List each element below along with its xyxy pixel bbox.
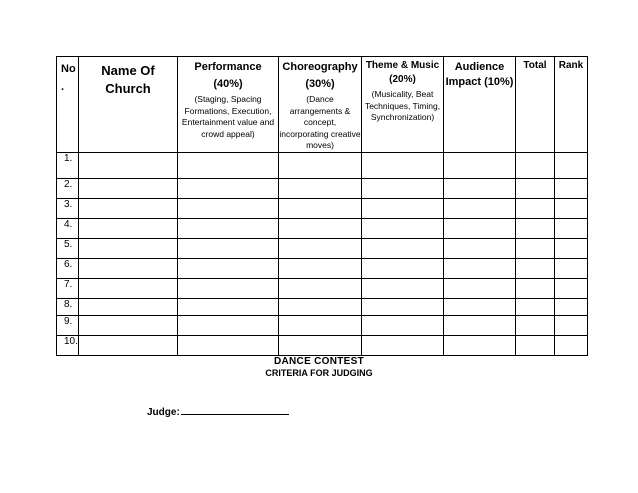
rank-cell[interactable] [555, 335, 588, 355]
table-row [57, 218, 588, 238]
church-cell[interactable] [79, 335, 178, 355]
church-cell[interactable] [79, 178, 178, 198]
church-cell[interactable] [79, 238, 178, 258]
church-cell[interactable] [79, 278, 178, 298]
score-cell[interactable] [362, 152, 444, 178]
total-cell[interactable] [516, 198, 555, 218]
table-row [57, 178, 588, 198]
score-cell[interactable] [444, 178, 516, 198]
total-cell[interactable] [516, 178, 555, 198]
judging-table [56, 56, 588, 356]
score-cell[interactable] [444, 315, 516, 335]
church-cell[interactable] [79, 258, 178, 278]
score-cell[interactable] [444, 278, 516, 298]
score-cell[interactable] [362, 258, 444, 278]
rank-cell[interactable] [555, 238, 588, 258]
judge-label: Judge: [147, 407, 180, 418]
judge-signature-line[interactable] [181, 405, 289, 415]
church-cell[interactable] [79, 218, 178, 238]
score-cell[interactable] [279, 238, 362, 258]
score-cell[interactable] [362, 238, 444, 258]
church-cell[interactable] [79, 152, 178, 178]
table-row [57, 152, 588, 178]
score-cell[interactable] [279, 335, 362, 355]
rank-cell[interactable] [555, 258, 588, 278]
score-cell[interactable] [444, 198, 516, 218]
rank-cell[interactable] [555, 178, 588, 198]
score-cell[interactable] [279, 298, 362, 315]
performance-detail: (Staging, Spacing Formations, Execution, Entertainment value and crowd appeal) [181, 94, 275, 139]
total-cell[interactable] [516, 218, 555, 238]
total-cell[interactable] [516, 238, 555, 258]
score-cell[interactable] [178, 152, 279, 178]
church-cell[interactable] [79, 315, 178, 335]
row-number: 2. [57, 178, 79, 198]
contest-title: DANCE CONTEST [273, 356, 364, 367]
row-number: 9. [57, 315, 79, 335]
rank-cell[interactable] [555, 315, 588, 335]
score-cell[interactable] [362, 198, 444, 218]
score-cell[interactable] [444, 152, 516, 178]
header-row [57, 57, 588, 153]
score-cell[interactable] [178, 178, 279, 198]
choreography-percent: (30%) [305, 78, 335, 90]
table-row [57, 315, 588, 335]
choreography-detail: (Dance arrangements & concept, incorporating creative moves) [279, 94, 361, 150]
choreography-title: Choreography [282, 61, 358, 73]
score-cell[interactable] [178, 298, 279, 315]
theme-title: Theme & Music (20%) [365, 60, 440, 85]
score-cell[interactable] [178, 258, 279, 278]
score-cell[interactable] [362, 218, 444, 238]
rank-cell[interactable] [555, 298, 588, 315]
score-cell[interactable] [178, 278, 279, 298]
total-cell[interactable] [516, 258, 555, 278]
score-cell[interactable] [279, 258, 362, 278]
score-cell[interactable] [362, 335, 444, 355]
score-cell[interactable] [178, 238, 279, 258]
rank-cell[interactable] [555, 198, 588, 218]
row-number: 10. [57, 335, 79, 355]
table-row [57, 278, 588, 298]
score-cell[interactable] [279, 178, 362, 198]
criteria-subtitle: CRITERIA FOR JUDGING [265, 368, 373, 378]
header-total: Total [516, 57, 555, 153]
row-number: 6. [57, 258, 79, 278]
total-cell[interactable] [516, 152, 555, 178]
score-cell[interactable] [362, 178, 444, 198]
table-row [57, 298, 588, 315]
score-cell[interactable] [279, 198, 362, 218]
rank-cell[interactable] [555, 152, 588, 178]
total-cell[interactable] [516, 278, 555, 298]
rank-cell[interactable] [555, 218, 588, 238]
header-performance [178, 57, 279, 153]
score-cell[interactable] [279, 218, 362, 238]
judge-signature-field [147, 405, 289, 418]
score-cell[interactable] [444, 298, 516, 315]
score-cell[interactable] [178, 315, 279, 335]
score-cell[interactable] [362, 315, 444, 335]
score-cell[interactable] [444, 218, 516, 238]
score-cell[interactable] [444, 238, 516, 258]
total-cell[interactable] [516, 335, 555, 355]
row-number: 7. [57, 278, 79, 298]
score-cell[interactable] [178, 198, 279, 218]
score-cell[interactable] [444, 335, 516, 355]
row-number: 1. [57, 152, 79, 178]
rank-cell[interactable] [555, 278, 588, 298]
church-cell[interactable] [79, 198, 178, 218]
header-name-of-church: Name Of Church [79, 57, 178, 153]
score-cell[interactable] [178, 335, 279, 355]
table-row [57, 238, 588, 258]
theme-detail: (Musicality, Beat Techniques, Timing, Synchronization) [364, 89, 441, 122]
score-cell[interactable] [444, 258, 516, 278]
performance-percent: (40%) [213, 78, 243, 90]
header-theme-music [362, 57, 444, 153]
row-number: 3. [57, 198, 79, 218]
score-cell[interactable] [279, 315, 362, 335]
row-number: 8. [57, 298, 79, 315]
total-cell[interactable] [516, 315, 555, 335]
row-number: 5. [57, 238, 79, 258]
performance-title: Performance [194, 61, 262, 73]
table-row [57, 258, 588, 278]
header-rank: Rank [555, 57, 588, 153]
row-number: 4. [57, 218, 79, 238]
table-row [57, 335, 588, 355]
score-cell[interactable] [362, 298, 444, 315]
score-cell[interactable] [279, 152, 362, 178]
score-cell[interactable] [362, 278, 444, 298]
score-cell[interactable] [178, 218, 279, 238]
score-cell[interactable] [279, 278, 362, 298]
table-row [57, 198, 588, 218]
total-cell[interactable] [516, 298, 555, 315]
header-choreography [279, 57, 362, 153]
header-no: No . [57, 57, 79, 153]
header-audience-impact: Audience Impact (10%) [444, 57, 516, 153]
church-cell[interactable] [79, 298, 178, 315]
